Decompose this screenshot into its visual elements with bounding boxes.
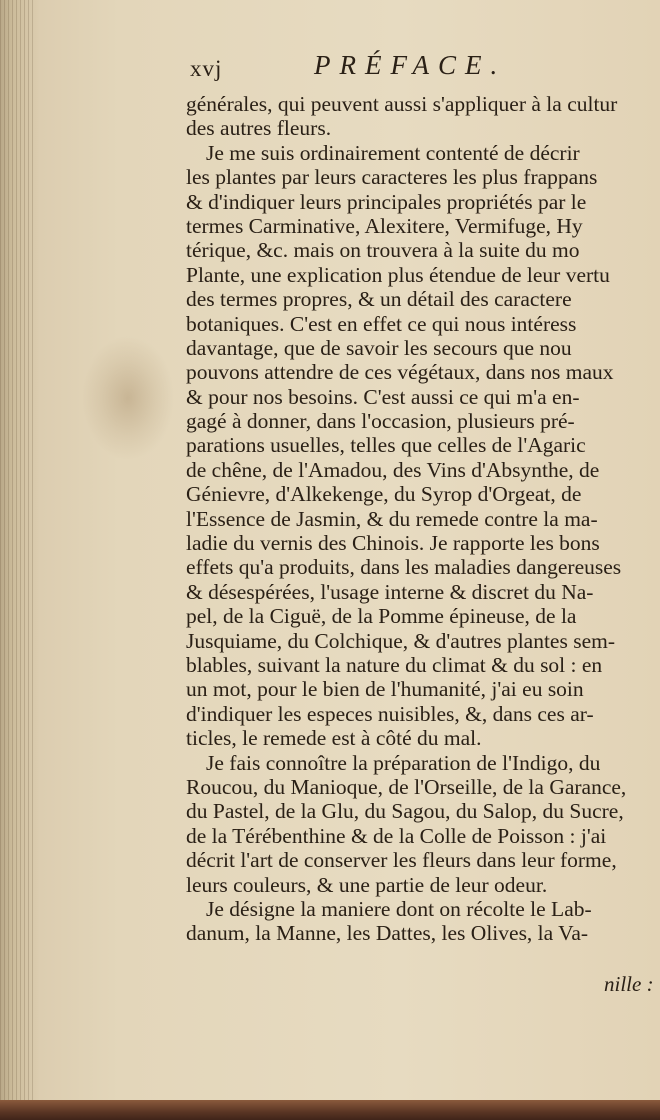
text-line: & désespérées, l'usage interne & discret du Na- — [186, 579, 594, 604]
text-line: botaniques. C'est en effet ce qui nous intéress — [186, 311, 577, 336]
text-line: leurs couleurs, & une partie de leur odeur. — [186, 872, 548, 897]
text-line: ticles, le remede est à côté du mal. — [186, 726, 482, 751]
text-line: Roucou, du Manioque, de l'Orseille, de la Garance, — [186, 774, 627, 799]
text-line: Je désigne la maniere dont on récolte le Lab- — [206, 896, 592, 921]
page-bottom-edge — [0, 1100, 660, 1120]
text-line: les plantes par leurs caracteres les plus frappans — [186, 165, 598, 190]
text-line: des termes propres, & un détail des caractere — [186, 287, 572, 312]
running-title: PRÉFACE. — [314, 50, 507, 80]
text-line: d'indiquer les especes nuisibles, &, dans ces ar- — [186, 701, 594, 726]
text-line: & pour nos besoins. C'est aussi ce qui m'a en- — [186, 384, 580, 409]
text-line: Génievre, d'Alkekenge, du Syrop d'Orgeat, de — [186, 482, 582, 507]
page-number: xvj — [190, 56, 223, 81]
page-header — [190, 50, 660, 84]
text-line: effets qu'a produits, dans les maladies dangereuses — [186, 555, 622, 580]
text-line: Je me suis ordinairement contenté de décrir — [206, 140, 580, 165]
text-line: un mot, pour le bien de l'humanité, j'ai eu soin — [186, 677, 584, 702]
body-text — [186, 92, 660, 946]
text-line: générales, qui peuvent aussi s'appliquer à la cultur — [186, 92, 618, 116]
text-line: Je fais connoître la préparation de l'Indigo, du — [206, 750, 601, 775]
text-line: termes Carminative, Alexitere, Vermifuge, Hy — [186, 213, 583, 238]
text-line: de chêne, de l'Amadou, des Vins d'Absynthe, de — [186, 457, 600, 482]
text-line: gagé à donner, dans l'occasion, plusieurs pré- — [186, 409, 575, 434]
text-line: danum, la Manne, les Dattes, les Olives, la Va- — [186, 921, 589, 946]
page-edge-shadow — [0, 0, 36, 1120]
text-line: pel, de la Ciguë, de la Pomme épineuse, de la — [186, 604, 577, 629]
text-line: des autres fleurs. — [186, 116, 332, 141]
text-line: Plante, une explication plus étendue de leur vertu — [186, 262, 610, 287]
text-line: pouvons attendre de ces végétaux, dans nos maux — [186, 360, 614, 385]
text-line: l'Essence de Jasmin, & du remede contre la ma- — [186, 506, 598, 531]
text-line: davantage, que de savoir les secours que nou — [186, 335, 572, 360]
text-line: térique, &c. mais on trouvera à la suite du mo — [186, 238, 580, 263]
text-line: blables, suivant la nature du climat & du sol : en — [186, 652, 603, 677]
text-line: du Pastel, de la Glu, du Sagou, du Salop, du Sucre, — [186, 799, 624, 824]
catchword: nille : — [604, 972, 654, 996]
text-line: parations usuelles, telles que celles de l'Agaric — [186, 433, 586, 458]
text-line: de la Térébenthine & de la Colle de Poisson : j'ai — [186, 823, 607, 848]
text-line: & d'indiquer leurs principales propriétés par le — [186, 189, 587, 214]
text-line: décrit l'art de conserver les fleurs dans leur forme, — [186, 848, 617, 873]
text-line: Jusquiame, du Colchique, & d'autres plantes sem- — [186, 628, 616, 653]
text-line: ladie du vernis des Chinois. Je rapporte les bons — [186, 531, 600, 556]
